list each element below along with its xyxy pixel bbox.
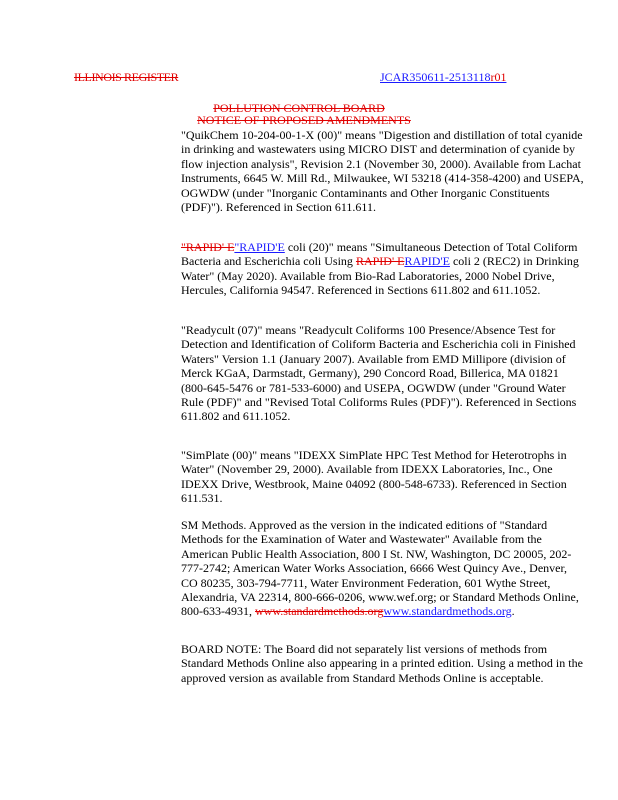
sm-methods-text (181, 518, 586, 619)
paragraph-simplate (181, 448, 586, 506)
sm-methods-end: . (511, 604, 515, 619)
sm-methods-body: SM Methods. Approved as the version in the indicated editions of "Standard Methods for the Examination of Water and Wastewater" Available from the American Public Health Association, 800 I St. NW, Washington, DC 20005, 202-777-2742; American Water Works Association, 6666 West Quincy Ave., Denver, CO 80235, 303-794-7711, Water Environment Federation, 601 Wythe Street, Alexandria, VA 22314, 800-666-0206, www.wef.org; or Standard Methods Online, 800-633-4931, (181, 518, 579, 619)
paragraph-readycult (181, 323, 586, 424)
jcar-code: JCAR350611-2513118 (380, 70, 491, 84)
notice-title-deleted: NOTICE OF PROPOSED AMENDMENTS (197, 113, 411, 127)
rapid-inserted-2: RAPID'E (404, 254, 450, 269)
header-illinois-register-deleted: ILLINOIS REGISTER (74, 70, 179, 84)
board-note-text: BOARD NOTE: The Board did not separately list versions of methods from Standard Methods Online also appearing in a printed edition. Using a method in the approved version as available from Standard Methods Online is acceptable. (181, 642, 583, 685)
paragraph-quikchem (181, 128, 586, 214)
rapid-text-1: coli (20)" means "Simultaneous Detection of Total Coliform Bacteria and Escherichia coli Using (181, 240, 578, 269)
rapid-text-2: coli 2 (REC2) in Drinking Water" (May 2020). Available from Bio-Rad Laboratories, 2000 Nobel Drive, Hercules, California 94547. Referenced in Sections 611.802 and 611.1052. (181, 254, 579, 298)
standard-methods-link[interactable]: www.standardmethods.org (383, 604, 512, 619)
board-title-deleted: POLLUTION CONTROL BOARD (213, 101, 385, 115)
quikchem-text: "QuikChem 10-204-00-1-X (00)" means "Digestion and distillation of total cyanide in drinking and wastewaters using MICRO DIST and determination of cyanide by flow injection analysis", Revision 2.1 (November 30, 2000). Available from Lachat Instruments, 6645 W. Mill Rd., Milwaukee, WI 53218 (414-358-4200) and USEPA, OGWDW (under "Inorganic Contaminants and Other Inorganic Constituents (PDF)"). Referenced in Section 611.611. (181, 128, 584, 215)
paragraph-rapid-e-coli (181, 240, 586, 298)
paragraph-board-note (181, 642, 586, 685)
simplate-text: "SimPlate (00)" means "IDEXX SimPlate HPC Test Method for Heterotrophs in Water" (November 29, 2000). Available from IDEXX Laboratories, Inc., One IDEXX Drive, Westbrook, Maine 04092 (800-548-6733). Referenced in Section 611.531. (181, 448, 567, 506)
paragraph-sm-methods (181, 518, 586, 619)
sm-link-deleted: www.standardmethods.org (255, 604, 384, 619)
jcar-suffix: r01 (490, 70, 507, 84)
header-jcar-number (380, 70, 506, 85)
readycult-text: "Readycult (07)" means "Readycult Coliforms 100 Presence/Absence Test for Detection and Identification of Coliform Bacteria and Escherichia coli in Finished Waters" Version 1.1 (January 2007). Available from EMD Millipore (division of Merck KGaA, Darmstadt, Germany), 290 Concord Road, Billerica, MA 01821 (800-645-5476 or 781-533-6000) and USEPA, OGWDW (under "Ground Water Rule (PDF)" and "Revised Total Coliforms Rules (PDF)"). Referenced in Sections 611.802 and 611.1052. (181, 323, 577, 424)
rapid-deleted-1: "RAPID' E (181, 240, 235, 254)
rapid-inserted-1: "RAPID'E (234, 240, 285, 254)
rapid-deleted-2: RAPID' E (355, 254, 405, 269)
rapid-text (181, 240, 586, 298)
